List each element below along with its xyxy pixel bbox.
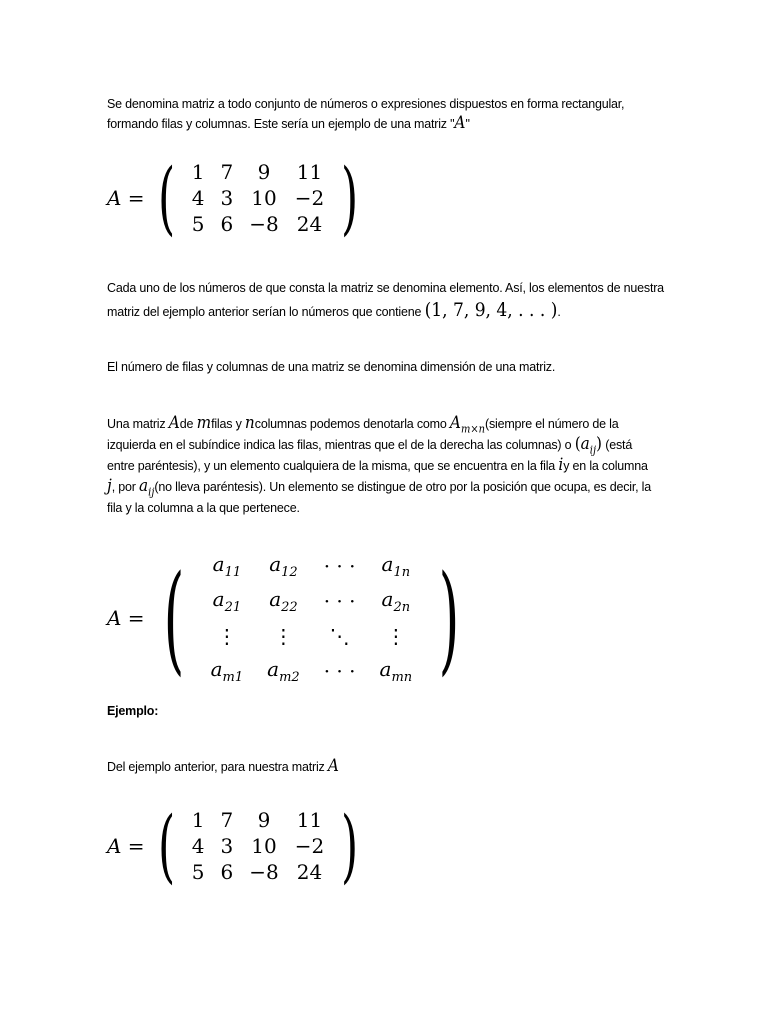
element-paragraph: [107, 276, 667, 324]
matrix-symbol: A: [454, 113, 466, 133]
matrix-cell: $a_{1n}$: [381, 551, 411, 580]
matrix-cell: $a_{21}$: [212, 586, 242, 615]
symbol-i: i: [558, 455, 564, 475]
matrix-2-table: [184, 807, 332, 885]
matrix-cell: ⋱: [329, 623, 350, 648]
intro-text: Se denomina matriz a todo conjunto de números o expresiones dispuestos en forma rectangular, formando filas y columnas. Este sería un ejemplo de una matriz ": [107, 97, 625, 131]
symbol-subscript: m×n: [460, 422, 485, 436]
matrix-cell: $a_{2n}$: [381, 586, 411, 615]
notation-text: (está entre paréntesis), y un elemento cualquiera de la misma, que se encuentra en la fila: [107, 438, 633, 473]
dimension-text: El número de filas y columnas de una matriz se denomina dimensión de una matriz.: [107, 360, 556, 374]
matrix-cell: · · ·: [323, 658, 356, 683]
matrix-cell: 6: [220, 860, 234, 884]
matrix-cell: 5: [191, 860, 205, 884]
matrix-cell: 1: [191, 808, 205, 832]
matrix-cell: 9: [257, 160, 271, 184]
matrix-cell: ⋮: [273, 623, 294, 648]
symbol-n: n: [244, 413, 255, 433]
matrix-cell: 4: [191, 186, 205, 210]
matrix-cell: $a_{m1}$: [210, 656, 244, 685]
matrix-cell: −2: [294, 834, 325, 858]
general-matrix: [107, 548, 472, 688]
matrix-cell: 7: [220, 160, 234, 184]
symbol-subscript: ij: [148, 485, 155, 499]
matrix-cell: −8: [249, 212, 279, 236]
matrix-cell: 10: [251, 186, 277, 210]
notation-text: (siempre el número de la izquierda en el subíndice indica las filas, mientras que el de la derecha las columnas) o: [107, 417, 619, 452]
left-paren: (: [157, 799, 175, 892]
element-text: Cada uno de los números de que consta la matriz se denomina elemento. Así, los elementos de nuestra matriz del ejemplo anterior serían lo números que contiene: [107, 281, 664, 319]
notation-text: Una matriz: [107, 417, 169, 431]
symbol-m: m: [196, 413, 212, 433]
matrix-cell: 24: [296, 860, 323, 884]
right-paren: ): [341, 799, 359, 892]
matrix-cell: 6: [220, 212, 234, 236]
notation-text: , por: [111, 480, 140, 494]
matrix-lhs: A =: [107, 606, 145, 630]
symbol-base: a: [580, 434, 590, 454]
matrix-cell: ⋮: [385, 623, 406, 648]
matrix-cell: 1: [191, 160, 205, 184]
matrix-symbol: A: [327, 756, 339, 776]
matrix-cell: · · ·: [323, 588, 356, 613]
matrix-cell: $a_{11}$: [212, 551, 242, 580]
matrix-cell: $a_{m2}$: [267, 656, 300, 685]
symbol-base: a: [139, 476, 149, 496]
matrix-cell: 7: [220, 808, 234, 832]
matrix-cell: · · ·: [323, 553, 356, 578]
left-paren: (: [157, 151, 175, 244]
right-paren: ): [341, 151, 359, 244]
symbol-aij-paren: [574, 434, 602, 457]
symbol-A-m-by-n: [449, 413, 485, 436]
matrix-cell: ⋮: [216, 623, 237, 648]
matrix-cell: 4: [191, 834, 205, 858]
matrix-cell: −8: [249, 860, 279, 884]
element-tuple: (1, 7, 9, 4, . . . ): [424, 299, 558, 321]
symbol-aij: [139, 476, 155, 499]
matrix-cell: $a_{12}$: [269, 551, 298, 580]
symbol-subscript: ij: [589, 443, 597, 457]
symbol-base: A: [449, 413, 461, 433]
notation-text: columnas podemos denotarla como: [254, 417, 450, 431]
matrix-cell: $a_{22}$: [269, 586, 298, 615]
matrix-cell: 3: [220, 186, 234, 210]
notation-text: de: [179, 417, 197, 431]
notation-text: filas y: [211, 417, 245, 431]
symbol-A: A: [168, 413, 180, 433]
symbol-j: j: [107, 476, 112, 496]
intro-paragraph: [107, 94, 667, 134]
notation-text: (no lleva paréntesis). Un elemento se distingue de otro por la posición que ocupa, es decir, la fila y la columna a la que pertenece.: [107, 480, 651, 515]
matrix-cell: 11: [296, 808, 323, 832]
paren-close: ): [596, 434, 602, 454]
matrix-lhs: A =: [107, 834, 145, 858]
matrix-lhs: A =: [107, 186, 145, 210]
matrix-cell: 5: [191, 212, 205, 236]
example-paragraph: [107, 757, 667, 777]
general-matrix-table: [199, 548, 425, 688]
element-end: .: [557, 305, 561, 319]
notation-text: y en la columna: [563, 459, 648, 473]
matrix-cell: 11: [296, 160, 323, 184]
example-label: Ejemplo:: [107, 704, 159, 718]
example-text: Del ejemplo anterior, para nuestra matriz: [107, 760, 328, 774]
intro-close-quote: ": [465, 117, 470, 131]
matrix-cell: 24: [296, 212, 323, 236]
matrix-cell: −2: [294, 186, 325, 210]
right-paren: ): [438, 549, 460, 687]
matrix-cell: 10: [251, 834, 277, 858]
matrix-cell: 9: [257, 808, 271, 832]
matrix-cell: 3: [220, 834, 234, 858]
notation-paragraph: [107, 414, 657, 519]
left-paren: (: [163, 549, 184, 687]
matrix-cell: $a_{mn}$: [379, 656, 413, 685]
matrix-example-1: [107, 151, 365, 244]
matrix-example-2: [107, 799, 365, 892]
matrix-1-table: [184, 159, 332, 237]
dimension-paragraph: [107, 357, 667, 377]
paren-open: (: [574, 434, 581, 454]
